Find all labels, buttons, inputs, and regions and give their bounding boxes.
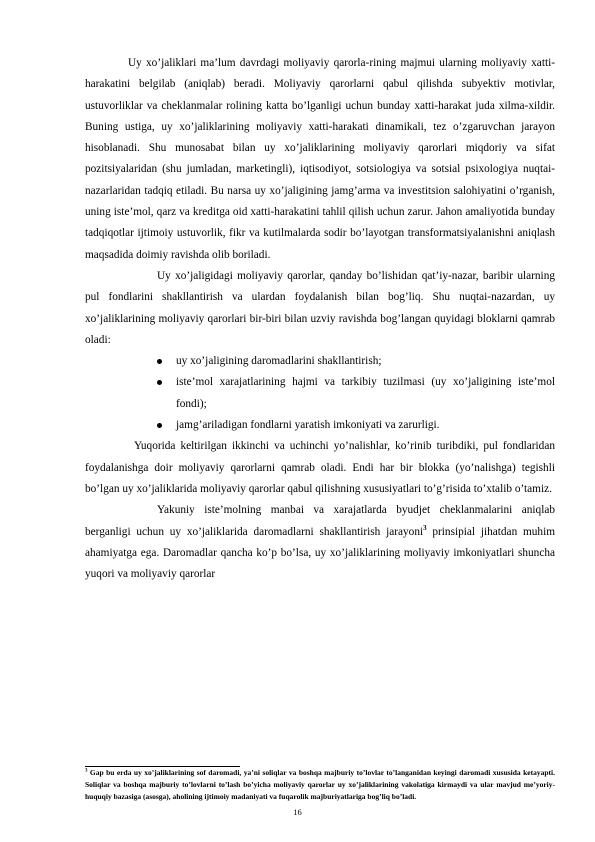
list-item [85, 351, 555, 372]
list-item-text: jamg’ariladigan fondlarni yaratish imkoniyati va zarurligi. [176, 419, 440, 432]
paragraph-2: Uy xo’jaligidagi moliyaviy qarorlar, qanday bo’lishidan qat’iy-nazar, baribir ularning pul fondlarini shakllantirish va ulardan foydalanish bilan bog’liq. Shu nuqtai-nazardan, uy xo’jaliklarining moliyaviy qarorlari bir-biri bilan uzviy ravishda bog’langan quyidagi bloklarni qamrab oladi: [85, 269, 555, 346]
bullet-icon [157, 380, 162, 385]
footnote [85, 767, 555, 803]
list-item [85, 415, 555, 436]
footnote-reference[interactable]: 3 [423, 523, 427, 532]
paragraph-4-text-start: Yakuniy iste’molning manbai va xarajatlarda byudjet cheklanmalarini aniqlab berganligi uchun uy xo’jaliklarida daromadlarni shakllantirish jarayoni [85, 504, 555, 538]
body-text [85, 53, 555, 585]
paragraph-4-text-end: prinsipial jihatdan muhim ahamiyatga ega. Daromadlar qancha ko’p bo’lsa, uy xo’jaliklarining moliyaviy imkoniyatlari shuncha yuqori va moliyaviy qarorlar [85, 525, 556, 581]
bullet-list [85, 351, 555, 436]
list-item-text: uy xo’jaligining daromadlarini shakllantirish; [176, 355, 382, 368]
footnote-marker: 3 [85, 768, 88, 774]
bullet-icon [157, 423, 162, 428]
page-number: 16 [293, 807, 302, 817]
paragraph-4 [85, 500, 555, 585]
paragraph-1: Uy xo’jaliklari ma’lum davrdagi moliyaviy qarorla-rining majmui ularning moliyaviy xatti-harakatini belgilab (aniqlab) beradi. Moliyaviy qarorlarni qabul qilishda subyektiv motivlar, ustuvorliklar va cheklanmalar rolining katta bo’lganligi uchun bunday xatti-harakat juda xilma-xildir. Buning ustiga, uy xo’jaliklarining moliyaviy xatti-harakati dinamikali, tez o’zgaruvchan jarayon hisoblanadi. Shu munosabat bilan uy xo’jaliklarining moliyaviy qarorlari miqdoriy va sifat pozitsiyalaridan (shu jumladan, marketingli), iqtisodiyot, sotsiologiya va sotsial psixologiya nuqtai-nazarlaridan tadqiq etiladi. Bu narsa uy xo’jaligining jamg’arma va investitsion salohiyatini o’rganish, uning iste’mol, qarz va kreditga oid xatti-harakatini tahlil qilish uchun zarur. Jahon amaliyotida bunday tadqiqotlar ijtimoiy ustuvorlik, fikr va kutilmalarda sodir bo’layotgan transformatsiyalanishni aniqlash maqsadida doimiy ravishda olib boriladi. [85, 57, 555, 261]
bullet-icon [157, 359, 162, 364]
list-item-text: iste’mol xarajatlarining hajmi va tarkibiy tuzilmasi (uy xo’jaligining iste’mol fondi); [176, 376, 555, 410]
footnote-text: Gap bu erda uy xo’jaliklarining sof daromadi, ya’ni soliqlar va boshqa majburiy to’lovlar to’langanidan keyingi daromadi xususida ketayapti. Soliqlar va boshqa majburiy to’lovlarni to’lash bo’yicha moliyaviy qarorlar uy xo’jaliklarining vakolatiga kirmaydi va ular mavjud me’yoriy-huquqiy bazasiga (asosga), aholining ijtimoiy madaniyati va fuqarolik majburiyatlariga bog’liq bo’ladi. [85, 768, 555, 801]
list-item [85, 372, 555, 415]
paragraph-3: Yuqorida keltirilgan ikkinchi va uchinchi yo’nalishlar, ko’rinib turibdiki, pul fondlaridan foydalanishga doir moliyaviy qarorlarni qamrab oladi. Endi har bir blokka (yo’nalishga) tegishli bo’lgan uy xo’jaliklarida moliyaviy qarorlar qabul qilishning xususiyatlari to’g’risida to’xtalib o’tamiz. [85, 440, 555, 495]
